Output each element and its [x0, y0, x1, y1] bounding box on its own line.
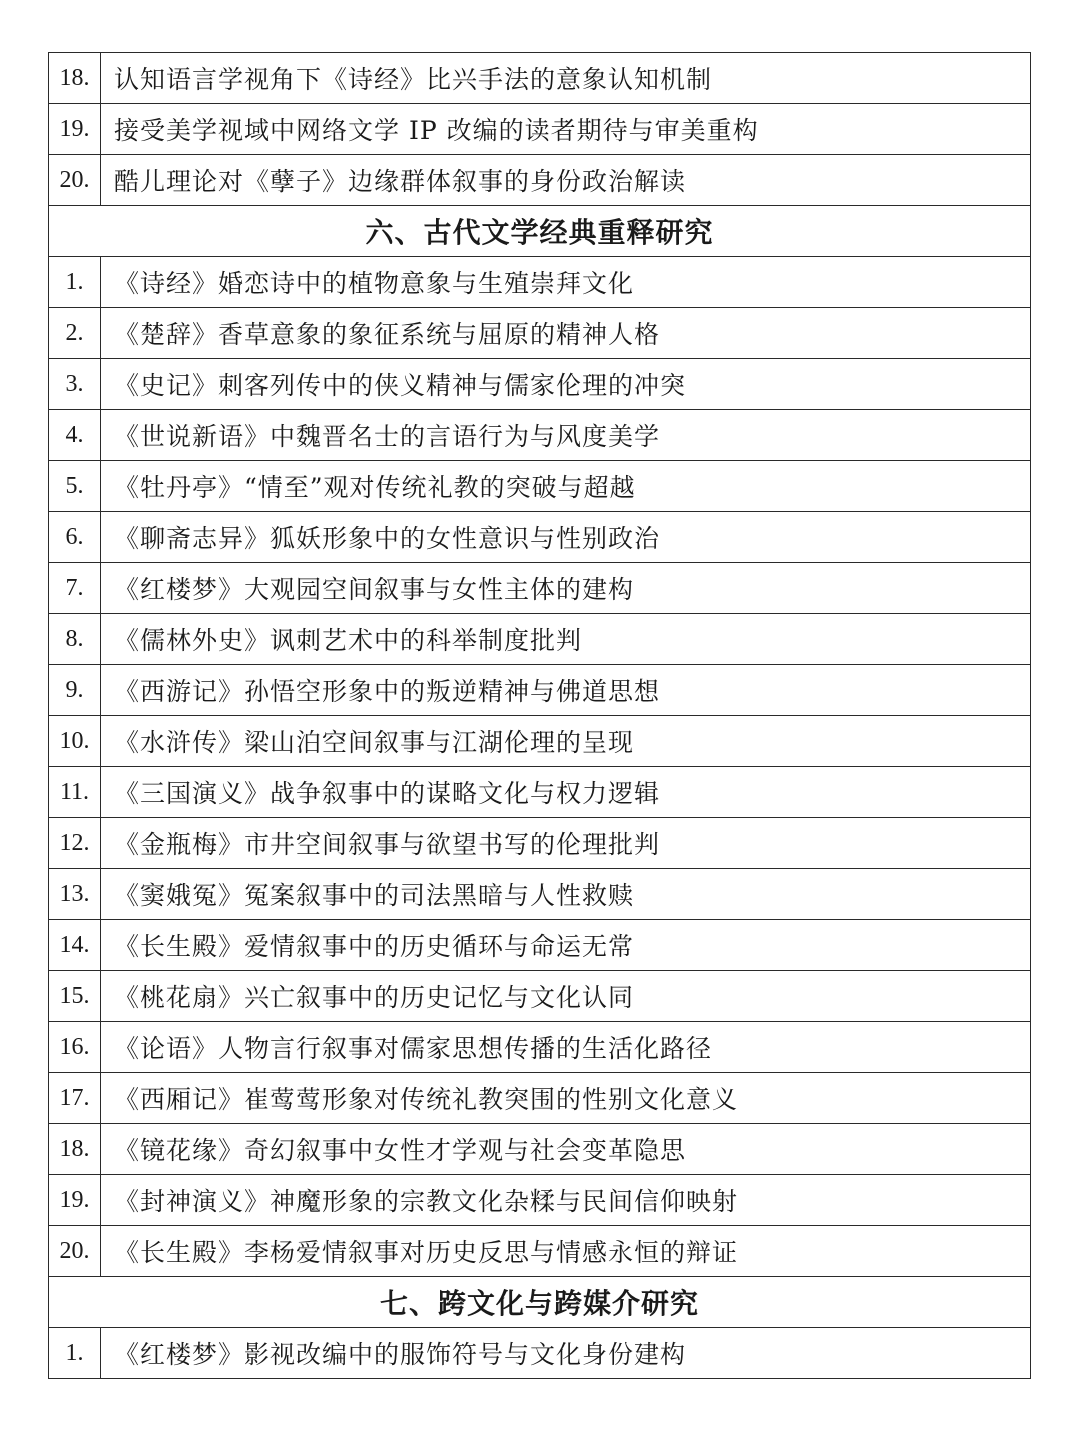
item-title: 《世说新语》中魏晋名士的言语行为与风度美学: [101, 410, 1031, 461]
table-row: [49, 1226, 1031, 1277]
item-title: 《三国演义》战争叙事中的谋略文化与权力逻辑: [101, 767, 1031, 818]
table-row: [49, 461, 1031, 512]
table-row: [49, 869, 1031, 920]
table-row: [49, 53, 1031, 104]
item-title: 《红楼梦》影视改编中的服饰符号与文化身份建构: [101, 1328, 1031, 1379]
topic-table-body: [49, 53, 1031, 1379]
section-header-row: [49, 206, 1031, 257]
item-title: 《镜花缘》奇幻叙事中女性才学观与社会变革隐思: [101, 1124, 1031, 1175]
item-number: 2.: [49, 308, 101, 359]
item-number: 5.: [49, 461, 101, 512]
item-number: 16.: [49, 1022, 101, 1073]
table-row: [49, 818, 1031, 869]
item-number: 18.: [49, 1124, 101, 1175]
item-title: 《红楼梦》大观园空间叙事与女性主体的建构: [101, 563, 1031, 614]
item-number: 7.: [49, 563, 101, 614]
table-row: [49, 563, 1031, 614]
item-number: 9.: [49, 665, 101, 716]
item-title: 《论语》人物言行叙事对儒家思想传播的生活化路径: [101, 1022, 1031, 1073]
item-number: 17.: [49, 1073, 101, 1124]
item-title: 《史记》刺客列传中的侠义精神与儒家伦理的冲突: [101, 359, 1031, 410]
item-title: 《水浒传》梁山泊空间叙事与江湖伦理的呈现: [101, 716, 1031, 767]
item-title: 接受美学视域中网络文学 IP 改编的读者期待与审美重构: [101, 104, 1031, 155]
item-title: 《楚辞》香草意象的象征系统与屈原的精神人格: [101, 308, 1031, 359]
item-title: 《桃花扇》兴亡叙事中的历史记忆与文化认同: [101, 971, 1031, 1022]
item-title: 《西厢记》崔莺莺形象对传统礼教突围的性别文化意义: [101, 1073, 1031, 1124]
item-title: 《儒林外史》讽刺艺术中的科举制度批判: [101, 614, 1031, 665]
item-number: 11.: [49, 767, 101, 818]
item-title: 《金瓶梅》市井空间叙事与欲望书写的伦理批判: [101, 818, 1031, 869]
section-header-row: [49, 1277, 1031, 1328]
item-title: 《封神演义》神魔形象的宗教文化杂糅与民间信仰映射: [101, 1175, 1031, 1226]
item-title: 《窦娥冤》冤案叙事中的司法黑暗与人性救赎: [101, 869, 1031, 920]
table-row: [49, 1073, 1031, 1124]
table-row: [49, 257, 1031, 308]
table-row: [49, 716, 1031, 767]
item-number: 12.: [49, 818, 101, 869]
table-row: [49, 665, 1031, 716]
item-title: 《长生殿》爱情叙事中的历史循环与命运无常: [101, 920, 1031, 971]
item-title: 认知语言学视角下《诗经》比兴手法的意象认知机制: [101, 53, 1031, 104]
item-number: 14.: [49, 920, 101, 971]
table-row: [49, 767, 1031, 818]
item-title: 酷儿理论对《孽子》边缘群体叙事的身份政治解读: [101, 155, 1031, 206]
table-row: [49, 155, 1031, 206]
table-row: [49, 971, 1031, 1022]
item-number: 6.: [49, 512, 101, 563]
item-number: 13.: [49, 869, 101, 920]
topic-table: [48, 52, 1031, 1379]
section-title: 六、古代文学经典重释研究: [49, 206, 1031, 257]
table-row: [49, 614, 1031, 665]
table-row: [49, 1124, 1031, 1175]
item-number: 18.: [49, 53, 101, 104]
table-row: [49, 512, 1031, 563]
table-row: [49, 104, 1031, 155]
item-number: 20.: [49, 1226, 101, 1277]
item-number: 3.: [49, 359, 101, 410]
section-title: 七、跨文化与跨媒介研究: [49, 1277, 1031, 1328]
item-title: 《牡丹亭》“情至”观对传统礼教的突破与超越: [101, 461, 1031, 512]
table-row: [49, 410, 1031, 461]
table-row: [49, 1175, 1031, 1226]
table-row: [49, 308, 1031, 359]
table-row: [49, 359, 1031, 410]
item-number: 4.: [49, 410, 101, 461]
table-row: [49, 920, 1031, 971]
item-title: 《西游记》孙悟空形象中的叛逆精神与佛道思想: [101, 665, 1031, 716]
item-title: 《长生殿》李杨爱情叙事对历史反思与情感永恒的辩证: [101, 1226, 1031, 1277]
item-number: 8.: [49, 614, 101, 665]
item-number: 19.: [49, 104, 101, 155]
item-number: 15.: [49, 971, 101, 1022]
item-number: 20.: [49, 155, 101, 206]
item-number: 19.: [49, 1175, 101, 1226]
item-title: 《诗经》婚恋诗中的植物意象与生殖崇拜文化: [101, 257, 1031, 308]
item-number: 1.: [49, 1328, 101, 1379]
item-number: 10.: [49, 716, 101, 767]
table-row: [49, 1328, 1031, 1379]
item-number: 1.: [49, 257, 101, 308]
table-row: [49, 1022, 1031, 1073]
item-title: 《聊斋志异》狐妖形象中的女性意识与性别政治: [101, 512, 1031, 563]
